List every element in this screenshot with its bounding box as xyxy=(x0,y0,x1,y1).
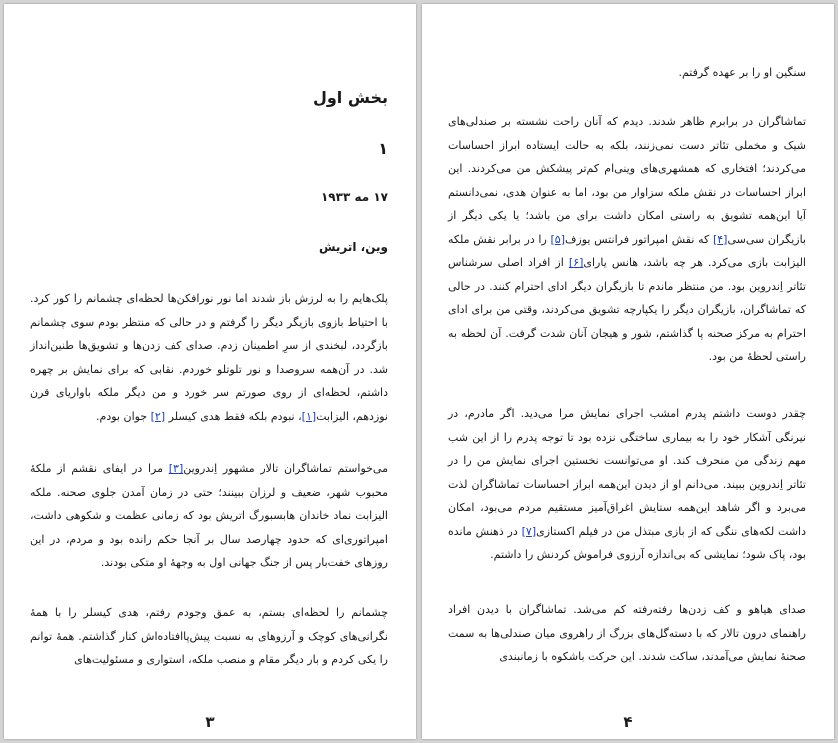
footnote-link-7[interactable]: [۷] xyxy=(521,524,537,538)
paragraph-text: که نقش امپراتور فرانتس یوزف xyxy=(565,232,713,246)
paragraph-text: در ذهنش مانده بود، پاک شود؛ نمایشی که بی‌اندازه آرزوی فراموش کردنش را داشتم. xyxy=(448,524,806,561)
footnote-link-4[interactable]: [۴] xyxy=(712,232,728,246)
footnote-link-5[interactable]: [۵] xyxy=(550,232,566,246)
chapter-place: وین، اتریش xyxy=(318,240,388,254)
chapter-date: ۱۷ مه ۱۹۳۳ xyxy=(320,190,388,204)
page-number: ۴ xyxy=(623,713,633,731)
paragraph-text: چقدر دوست داشتم پدرم امشب اجرای نمایش مرا می‌دید. اگر مادرم، در نیرنگی آشکار خود را به بیماری ساختگی نزده بود تا توجه پدرم را از این شب مهم زندگی من منحرف کند. او می‌توانست نخستین اجرای نمایش من را در تئاتر اِندروین ببیند. می‌دانم او از دیدن این‌همه ابراز احساسات تماشاگران لذت می‌برد و اگر شاهد این‌همه ستایش اغراق‌آمیز مستقیم مردم می‌بود، امکان داشت لکه‌های ننگی که از بازی مبتذل من در فیلم اکستازی xyxy=(448,407,806,538)
paragraph: چشمانم را لحظه‌ای بستم، به عمق وجودم رفتم، هدی کیسلر را با همهٔ نگرانی‌های کوچک و آرزوهای به نسبت پیش‌پاافتاده‌اش کنار گذاشتم. همهٔ توانم را یکی کردم و بار دیگر مقام و منصب ملکه، استواری و مسئولیت‌های xyxy=(30,606,388,666)
paragraph-text: می‌خواستم تماشاگران تالار مشهور اِندروین xyxy=(183,462,388,475)
book-page-4 xyxy=(422,4,834,739)
paragraph xyxy=(30,457,388,575)
paragraph-text: ، نبودم بلکه فقط هدی کیسلر xyxy=(168,409,302,423)
page-number: ۳ xyxy=(205,713,215,731)
book-page-3 xyxy=(4,4,416,739)
paragraph-text: تماشاگران در برابرم ظاهر شدند. دیدم که آنان راحت نشسته بر صندلی‌های شیک و مخملی تئاتر دست نمی‌زنند، بلکه به حالت ایستاده ابراز احساسات می‌کردند؛ افتخاری که همشهری‌های وینی‌ام کم‌تر پیشکش من می‌کردند. این ابراز احساسات در نقش ملکه سزاوار من بود، اما به عنوان هدی، نمی‌دانستم آیا این‌همه تشویق به راستی امکان داشت برای من باشد؛ یا یکی دیگر از بازیگران سی‌سی xyxy=(448,115,806,246)
section-title: بخش اول xyxy=(312,88,388,107)
chapter-number: ۱ xyxy=(378,139,388,158)
paragraph-text: از افراد اصلی سرشناس تئاتر اِندروین بود. من منتظر ماندم تا بازیگران دیگر ادای احترام کنند. در حالی که تماشاگران، بازیگران دیگر را یکپارچه تشویق می‌کردند، وقتی من برای ادای احترام به مرکز صحنه پا گذاشتم، شور و هیجان آنان شدت گرفت. آن لحظه به راستی لحظهٔ من بود. xyxy=(448,256,806,363)
footnote-link-2[interactable]: [۲] xyxy=(150,409,166,423)
paragraph xyxy=(448,402,806,567)
paragraph-text: مرا در ایفای نقشم از ملکهٔ محبوب شهر، ضعیف و لرزان ببینند؛ حتی در زمان آمدن جلوی صحنه. ملکه الیزابت نماد خاندان هابسبورگ اتریش بود که زمانی عظمت و شکوهی داشت، امپراتوری‌ای که حدود چهارصد سال بر آنجا حکم رانده بود و مردم، در این روزهای خفت‌بار پس از جنگ جهانی اول به وجههٔ او متکی بودند. xyxy=(30,462,388,569)
footnote-link-1[interactable]: [۱] xyxy=(301,409,317,423)
paragraph xyxy=(448,110,806,369)
footnote-link-6[interactable]: [۶] xyxy=(568,256,584,269)
paragraph: سنگین او را بر عهده گرفتم. xyxy=(678,66,806,79)
paragraph-text: جوان بودم. xyxy=(96,409,151,423)
paragraph xyxy=(30,287,388,428)
paragraph-text: پلک‌هایم را به لرزش باز شدند اما نور نورافکن‌ها لحظه‌ای چشمانم را کور کرد. با احتیاط بازوی بازیگر دیگر را گرفتم و در حالی که منتظر بودم سوی چشمانم بازگردد، لبخندی از سرِ اطمینان زدم. صدای کف زدن‌ها و تشویق‌ها طنین‌انداز شد. در آن‌همه سروصدا و نور تلوتلو خوردم. نقابی که برای نمایش بر چهره داشتم، لحظه‌ای از روی صورتم سر خورد و من دیگر ملکه باواریای قرن نوزدهم، الیزابت xyxy=(30,292,388,423)
footnote-link-3[interactable]: [۳] xyxy=(168,462,184,475)
paragraph-text: را در برابر نقش ملکه الیزابت بازی می‌کرد. هر چه باشد، هانس یارای xyxy=(448,232,806,269)
paragraph: صدای هیاهو و کف زدن‌ها رفته‌رفته کم می‌شد. تماشاگران با دیدن افراد راهنمای درون تالار که با دسته‌گل‌های بزرگ از راهروی میان صندلی‌ها به سمت صحنهٔ نمایش می‌آمدند، ساکت شدند. این حرکت باشکوه با زمانبندی xyxy=(448,603,806,663)
